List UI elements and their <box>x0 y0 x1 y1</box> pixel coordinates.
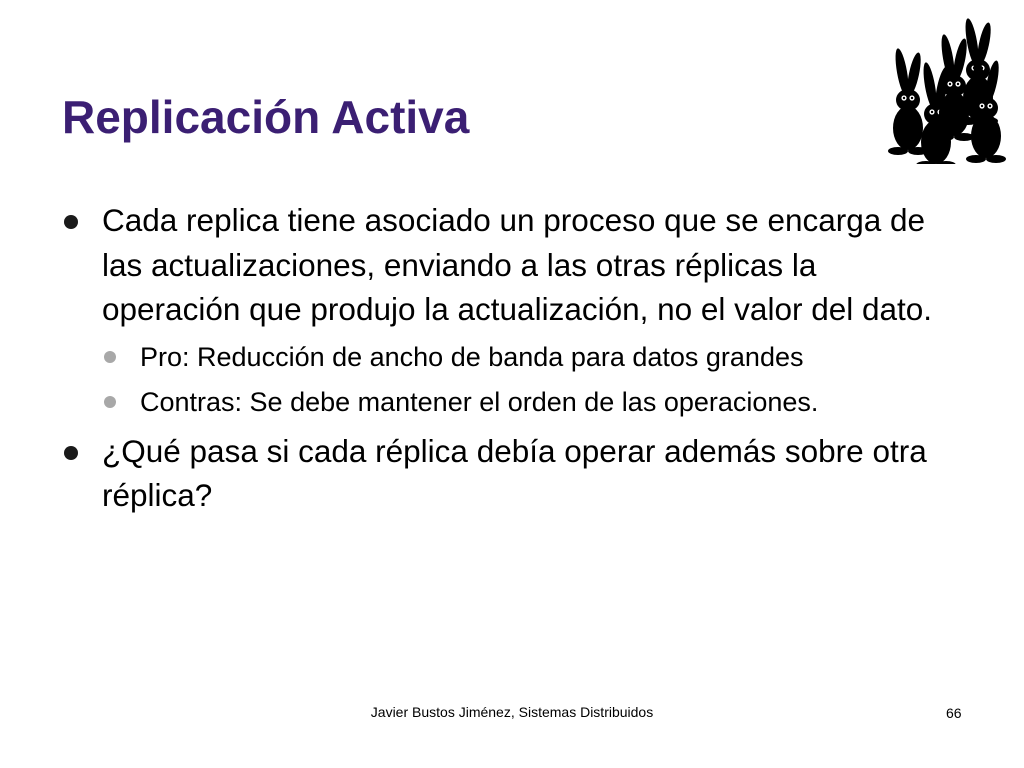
bullet-dot-icon <box>64 446 78 460</box>
sub-bullet-text: Pro: Reducción de ancho de banda para datos grandes <box>140 341 804 372</box>
page-number: 66 <box>946 705 962 721</box>
bullet-item <box>60 198 960 332</box>
bullet-text: Cada replica tiene asociado un proceso que se encarga de las actualizaciones, enviando a las otras réplicas la operación que produjo la actualización, no el valor del dato. <box>102 202 933 327</box>
sub-bullet-item <box>60 338 960 377</box>
sub-bullet-dot-icon <box>104 396 116 408</box>
slide-footer: Javier Bustos Jiménez, Sistemas Distribuidos <box>370 704 654 720</box>
group-of-rabbits-icon <box>884 18 1008 164</box>
sub-bullet-dot-icon <box>104 351 116 363</box>
sub-bullet-item <box>60 383 960 422</box>
bullet-item <box>60 429 960 518</box>
slide-body <box>60 198 960 524</box>
bullet-dot-icon <box>64 215 78 229</box>
bullet-text: ¿Qué pasa si cada réplica debía operar además sobre otra réplica? <box>102 432 927 513</box>
sub-bullet-text: Contras: Se debe mantener el orden de las operaciones. <box>140 387 819 417</box>
slide-title: Replicación Activa <box>62 91 470 143</box>
